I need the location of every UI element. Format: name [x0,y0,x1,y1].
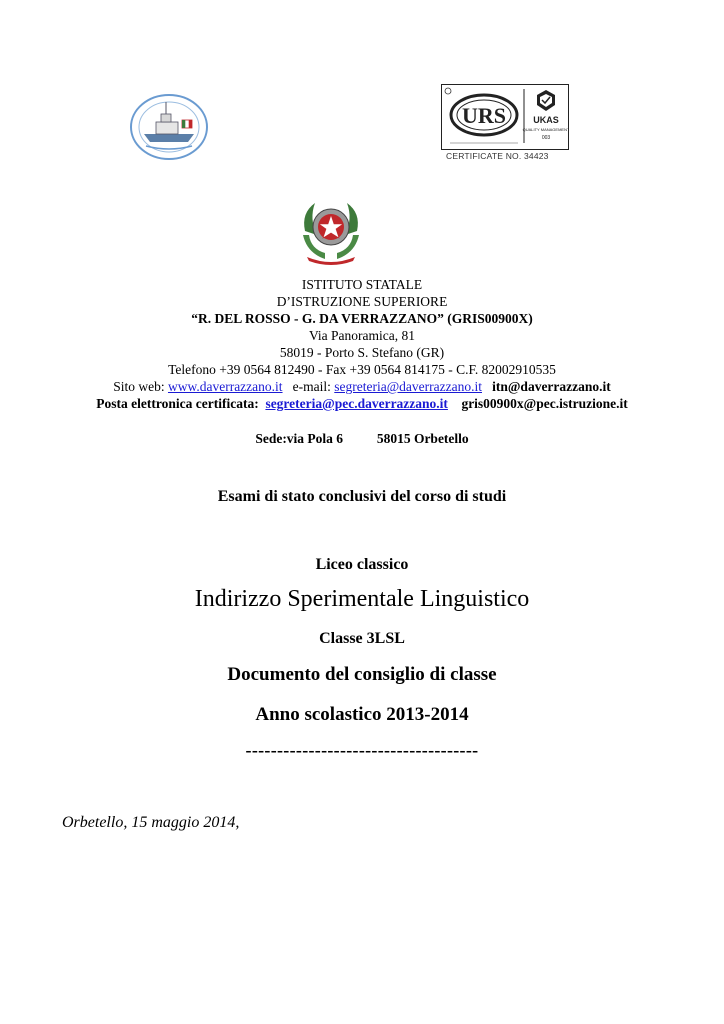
sede-address: Sede:via Pola 6 [255,431,344,446]
pec2-text: gris00900x@pec.istruzione.it [461,396,628,411]
pec-line [0,395,724,412]
anno-title: Anno scolastico 2013-2014 [255,704,469,725]
documento-title: Documento del consiglio di classe [227,664,497,685]
email-link[interactable]: segreteria@daverrazzano.it [334,379,482,394]
institute-city: 58019 - Porto S. Stefano (GR) [279,345,445,360]
institute-address: Via Panoramica, 81 [308,328,416,343]
title-separator: ------------------------------------- [245,740,479,760]
institute-name: “R. DEL ROSSO - G. DA VERRAZZANO” (GRIS00900X) [191,311,533,326]
web-link[interactable]: www.daverrazzano.it [167,379,283,394]
institute-line-2: D’ISTRUZIONE SUPERIORE [276,294,448,309]
indirizzo-title: Indirizzo Sperimentale Linguistico [194,586,530,612]
contacts-line [0,378,724,395]
ukas-code-text: 003 [541,135,551,141]
place-date: Orbetello, 15 maggio 2014, [62,814,240,831]
urs-mark-text: URS [461,103,507,128]
sede-line [0,430,724,447]
email2-text: itn@daverrazzano.it [492,379,611,394]
ukas-sub-text: QUALITY MANAGEMENT [522,127,568,132]
sede-city: 58015 Orbetello [376,431,469,446]
email-label: e-mail: [292,379,335,394]
classe-title: Classe 3LSL [319,630,405,647]
certificate-number: CERTIFICATE NO. 34423 [446,151,549,161]
web-label: Sito web: [113,379,168,394]
certification-mark [441,84,569,150]
pec-label: Posta elettronica certificata: [96,396,259,411]
institute-line-1: ISTITUTO STATALE [301,277,423,292]
school-ship-logo-icon [128,92,210,162]
institute-phone: Telefono +39 0564 812490 - Fax +39 0564 814175 - C.F. 82002910535 [168,362,556,377]
pec-link[interactable]: segreteria@pec.daverrazzano.it [265,396,448,411]
ukas-text: UKAS [533,115,559,125]
italian-republic-emblem-icon [295,195,367,267]
liceo-title: Liceo classico [315,556,409,573]
exam-title: Esami di stato conclusivi del corso di studi [217,488,507,505]
